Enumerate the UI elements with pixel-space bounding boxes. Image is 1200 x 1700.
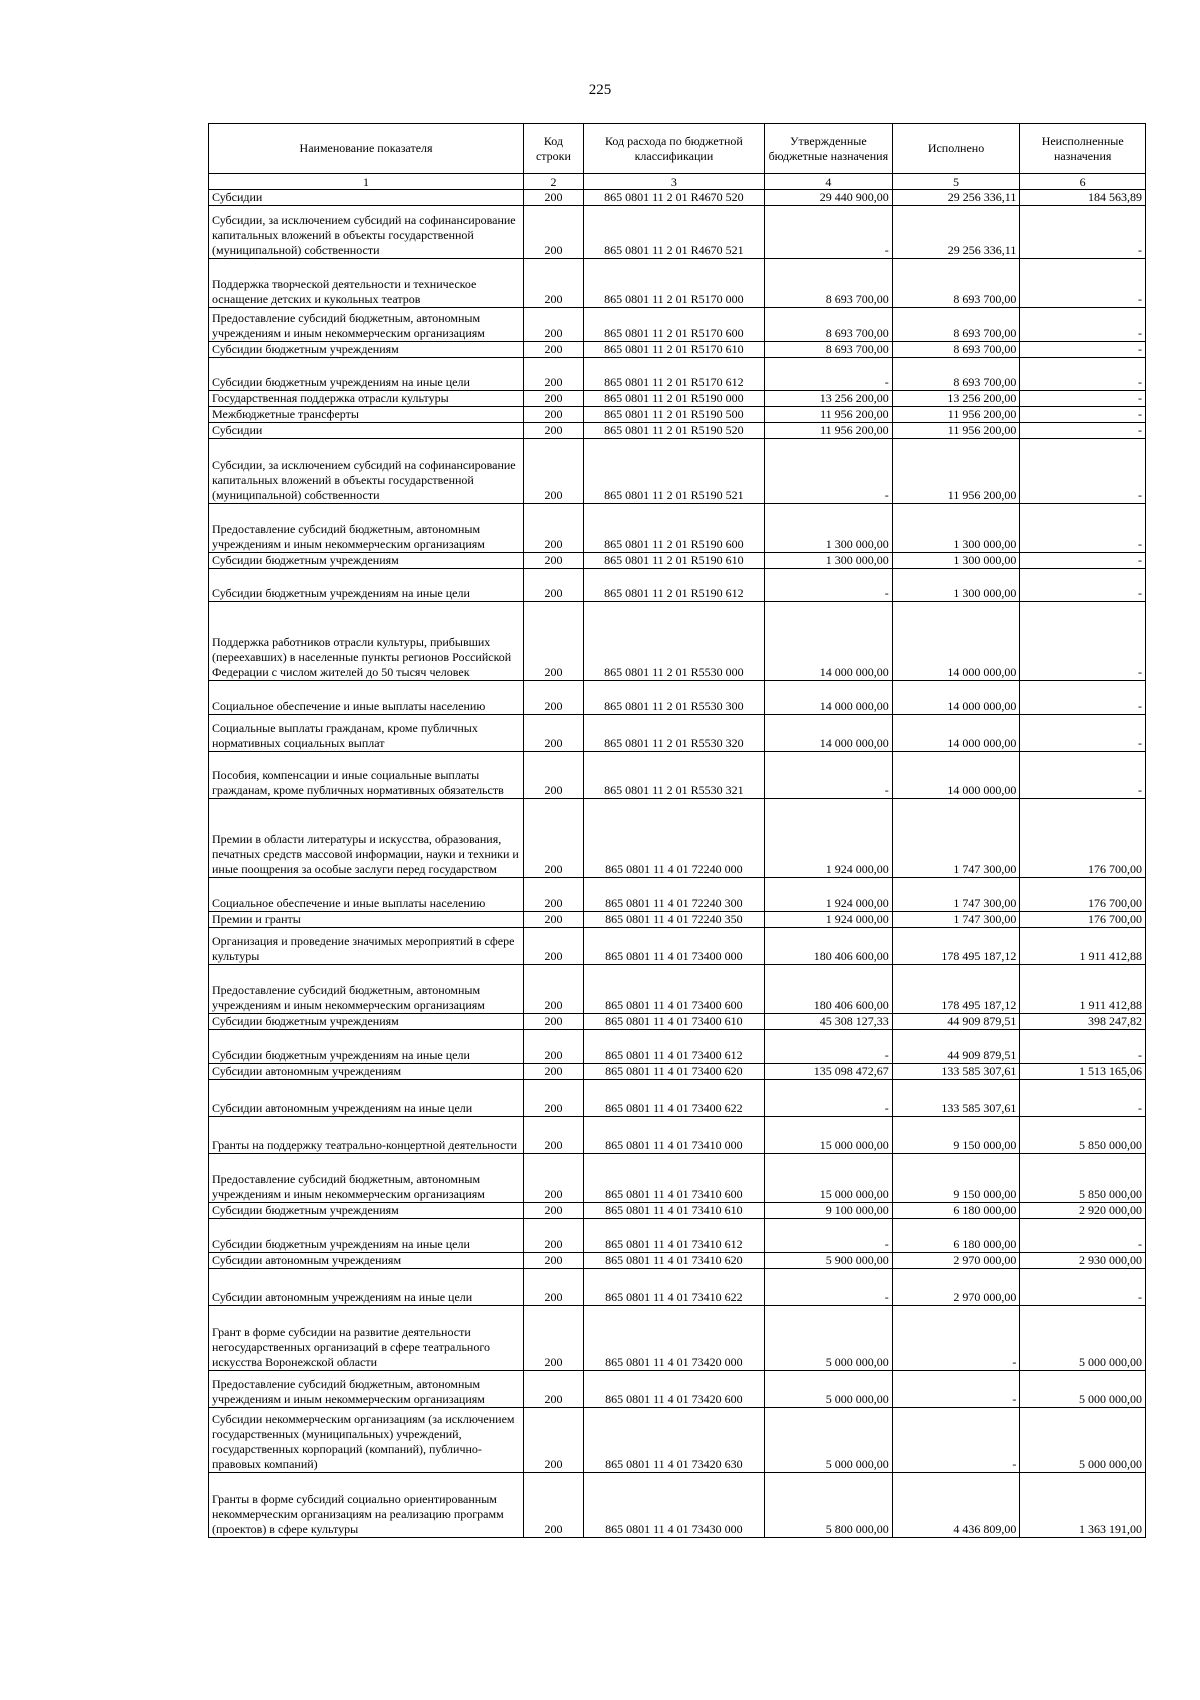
budget-code-cell: 865 0801 11 2 01 R5170 600 xyxy=(583,308,764,342)
header-budget-classification-code: Код расхода по бюджетной классификации xyxy=(583,124,764,174)
budget-code-cell: 865 0801 11 2 01 R5170 612 xyxy=(583,358,764,391)
executed-amount-cell: 29 256 336,11 xyxy=(892,206,1020,259)
approved-amount-cell: 1 924 000,00 xyxy=(765,878,893,912)
approved-amount-cell: - xyxy=(765,1219,893,1253)
header-row xyxy=(209,124,1146,174)
unexecuted-amount-cell: - xyxy=(1020,681,1146,715)
budget-code-cell: 865 0801 11 4 01 73400 000 xyxy=(583,928,764,965)
indicator-name-cell: Субсидии бюджетным учреждениям на иные цели xyxy=(209,1219,524,1253)
indicator-name-cell: Субсидии бюджетным учреждениям на иные цели xyxy=(209,358,524,391)
line-code-cell: 200 xyxy=(524,1064,584,1080)
indicator-name-cell: Пособия, компенсации и иные социальные выплаты гражданам, кроме публичных нормативных обязательств xyxy=(209,752,524,799)
line-code-cell: 200 xyxy=(524,681,584,715)
line-code-cell: 200 xyxy=(524,407,584,423)
indicator-name-cell: Гранты на поддержку театрально-концертной деятельности xyxy=(209,1117,524,1154)
approved-amount-cell: 45 308 127,33 xyxy=(765,1014,893,1030)
table-row xyxy=(209,1117,1146,1154)
table-row xyxy=(209,190,1146,206)
executed-amount-cell: 29 256 336,11 xyxy=(892,190,1020,206)
budget-code-cell: 865 0801 11 2 01 R5190 600 xyxy=(583,504,764,553)
budget-code-cell: 865 0801 11 2 01 R5190 000 xyxy=(583,391,764,407)
approved-amount-cell: 13 256 200,00 xyxy=(765,391,893,407)
budget-code-cell: 865 0801 11 4 01 73420 600 xyxy=(583,1371,764,1408)
indicator-name-cell: Субсидии бюджетным учреждениям xyxy=(209,1014,524,1030)
table-row xyxy=(209,308,1146,342)
indicator-name-cell: Субсидии бюджетным учреждениям на иные цели xyxy=(209,1030,524,1064)
approved-amount-cell: 8 693 700,00 xyxy=(765,308,893,342)
line-code-cell: 200 xyxy=(524,1203,584,1219)
budget-code-cell: 865 0801 11 2 01 R5170 000 xyxy=(583,259,764,308)
table-row xyxy=(209,752,1146,799)
line-code-cell: 200 xyxy=(524,965,584,1014)
line-code-cell: 200 xyxy=(524,439,584,504)
line-code-cell: 200 xyxy=(524,1030,584,1064)
approved-amount-cell: 14 000 000,00 xyxy=(765,715,893,752)
budget-code-cell: 865 0801 11 4 01 73430 000 xyxy=(583,1473,764,1538)
table-row xyxy=(209,1253,1146,1269)
executed-amount-cell: 8 693 700,00 xyxy=(892,259,1020,308)
indicator-name-cell: Предоставление субсидий бюджетным, автономным учреждениям и иным некоммерческим организациям xyxy=(209,308,524,342)
line-code-cell: 200 xyxy=(524,553,584,569)
line-code-cell: 200 xyxy=(524,1219,584,1253)
unexecuted-amount-cell: - xyxy=(1020,308,1146,342)
approved-amount-cell: - xyxy=(765,752,893,799)
unexecuted-amount-cell: 5 000 000,00 xyxy=(1020,1306,1146,1371)
indicator-name-cell: Субсидии бюджетным учреждениям на иные цели xyxy=(209,569,524,602)
executed-amount-cell: 6 180 000,00 xyxy=(892,1203,1020,1219)
indicator-name-cell: Межбюджетные трансферты xyxy=(209,407,524,423)
unexecuted-amount-cell: - xyxy=(1020,569,1146,602)
header-approved: Утвержденные бюджетные назначения xyxy=(765,124,893,174)
table-row xyxy=(209,423,1146,439)
line-code-cell: 200 xyxy=(524,1473,584,1538)
approved-amount-cell: - xyxy=(765,1269,893,1306)
line-code-cell: 200 xyxy=(524,1371,584,1408)
unexecuted-amount-cell: 1 363 191,00 xyxy=(1020,1473,1146,1538)
indicator-name-cell: Социальное обеспечение и иные выплаты населению xyxy=(209,878,524,912)
executed-amount-cell: 8 693 700,00 xyxy=(892,342,1020,358)
unexecuted-amount-cell: 5 000 000,00 xyxy=(1020,1408,1146,1473)
line-code-cell: 200 xyxy=(524,391,584,407)
header-executed: Исполнено xyxy=(892,124,1020,174)
budget-code-cell: 865 0801 11 4 01 73400 610 xyxy=(583,1014,764,1030)
executed-amount-cell: 2 970 000,00 xyxy=(892,1269,1020,1306)
indicator-name-cell: Субсидии, за исключением субсидий на софинансирование капитальных вложений в объекты государственной (муниципальной) собственности xyxy=(209,439,524,504)
executed-amount-cell: 1 747 300,00 xyxy=(892,878,1020,912)
unexecuted-amount-cell: 1 911 412,88 xyxy=(1020,928,1146,965)
indicator-name-cell: Субсидии бюджетным учреждениям xyxy=(209,553,524,569)
approved-amount-cell: - xyxy=(765,1030,893,1064)
executed-amount-cell: 8 693 700,00 xyxy=(892,308,1020,342)
approved-amount-cell: - xyxy=(765,358,893,391)
executed-amount-cell: 178 495 187,12 xyxy=(892,928,1020,965)
line-code-cell: 200 xyxy=(524,259,584,308)
executed-amount-cell: - xyxy=(892,1306,1020,1371)
executed-amount-cell: 44 909 879,51 xyxy=(892,1030,1020,1064)
table-row xyxy=(209,878,1146,912)
table-row xyxy=(209,206,1146,259)
unexecuted-amount-cell: - xyxy=(1020,504,1146,553)
line-code-cell: 200 xyxy=(524,308,584,342)
budget-code-cell: 865 0801 11 4 01 73400 612 xyxy=(583,1030,764,1064)
table-row xyxy=(209,1371,1146,1408)
table-row xyxy=(209,1064,1146,1080)
approved-amount-cell: - xyxy=(765,439,893,504)
budget-code-cell: 865 0801 11 4 01 73410 620 xyxy=(583,1253,764,1269)
unexecuted-amount-cell: 5 850 000,00 xyxy=(1020,1117,1146,1154)
column-number: 4 xyxy=(765,174,893,190)
table-row xyxy=(209,259,1146,308)
approved-amount-cell: 1 300 000,00 xyxy=(765,553,893,569)
budget-code-cell: 865 0801 11 2 01 R5170 610 xyxy=(583,342,764,358)
unexecuted-amount-cell: 184 563,89 xyxy=(1020,190,1146,206)
line-code-cell: 200 xyxy=(524,569,584,602)
line-code-cell: 200 xyxy=(524,1306,584,1371)
table-row xyxy=(209,1306,1146,1371)
budget-code-cell: 865 0801 11 4 01 73410 622 xyxy=(583,1269,764,1306)
unexecuted-amount-cell: 176 700,00 xyxy=(1020,878,1146,912)
line-code-cell: 200 xyxy=(524,1253,584,1269)
indicator-name-cell: Субсидии автономным учреждениям на иные цели xyxy=(209,1080,524,1117)
unexecuted-amount-cell: 5 000 000,00 xyxy=(1020,1371,1146,1408)
table-row xyxy=(209,912,1146,928)
table-row xyxy=(209,681,1146,715)
line-code-cell: 200 xyxy=(524,928,584,965)
line-code-cell: 200 xyxy=(524,1154,584,1203)
line-code-cell: 200 xyxy=(524,206,584,259)
budget-code-cell: 865 0801 11 4 01 73420 630 xyxy=(583,1408,764,1473)
header-line-code: Код строки xyxy=(524,124,584,174)
unexecuted-amount-cell: - xyxy=(1020,439,1146,504)
indicator-name-cell: Грант в форме субсидии на развитие деятельности негосударственных организаций в сфере театрального искусства Воронежской области xyxy=(209,1306,524,1371)
table-row xyxy=(209,1408,1146,1473)
indicator-name-cell: Премии и гранты xyxy=(209,912,524,928)
executed-amount-cell: 13 256 200,00 xyxy=(892,391,1020,407)
approved-amount-cell: 5 900 000,00 xyxy=(765,1253,893,1269)
header-unexecuted: Неисполненные назначения xyxy=(1020,124,1146,174)
indicator-name-cell: Предоставление субсидий бюджетным, автономным учреждениям и иным некоммерческим организациям xyxy=(209,504,524,553)
budget-code-cell: 865 0801 11 4 01 73400 620 xyxy=(583,1064,764,1080)
table-row xyxy=(209,569,1146,602)
line-code-cell: 200 xyxy=(524,715,584,752)
line-code-cell: 200 xyxy=(524,504,584,553)
indicator-name-cell: Предоставление субсидий бюджетным, автономным учреждениям и иным некоммерческим организациям xyxy=(209,1154,524,1203)
table-row xyxy=(209,715,1146,752)
executed-amount-cell: 1 300 000,00 xyxy=(892,569,1020,602)
indicator-name-cell: Поддержка творческой деятельности и техническое оснащение детских и кукольных театров xyxy=(209,259,524,308)
table-body xyxy=(209,190,1146,1538)
approved-amount-cell: 5 000 000,00 xyxy=(765,1371,893,1408)
approved-amount-cell: 5 800 000,00 xyxy=(765,1473,893,1538)
budget-code-cell: 865 0801 11 2 01 R5530 320 xyxy=(583,715,764,752)
approved-amount-cell: 1 924 000,00 xyxy=(765,912,893,928)
executed-amount-cell: 11 956 200,00 xyxy=(892,407,1020,423)
unexecuted-amount-cell: - xyxy=(1020,1219,1146,1253)
column-number: 1 xyxy=(209,174,524,190)
indicator-name-cell: Субсидии бюджетным учреждениям xyxy=(209,1203,524,1219)
approved-amount-cell: - xyxy=(765,1080,893,1117)
approved-amount-cell: 135 098 472,67 xyxy=(765,1064,893,1080)
budget-code-cell: 865 0801 11 2 01 R5530 300 xyxy=(583,681,764,715)
unexecuted-amount-cell: 176 700,00 xyxy=(1020,912,1146,928)
budget-code-cell: 865 0801 11 2 01 R5530 321 xyxy=(583,752,764,799)
table-row xyxy=(209,928,1146,965)
line-code-cell: 200 xyxy=(524,342,584,358)
approved-amount-cell: 15 000 000,00 xyxy=(765,1154,893,1203)
executed-amount-cell: 11 956 200,00 xyxy=(892,423,1020,439)
indicator-name-cell: Организация и проведение значимых мероприятий в сфере культуры xyxy=(209,928,524,965)
unexecuted-amount-cell: - xyxy=(1020,602,1146,681)
approved-amount-cell: 1 300 000,00 xyxy=(765,504,893,553)
indicator-name-cell: Социальное обеспечение и иные выплаты населению xyxy=(209,681,524,715)
unexecuted-amount-cell: - xyxy=(1020,1030,1146,1064)
budget-code-cell: 865 0801 11 2 01 R4670 520 xyxy=(583,190,764,206)
table-row xyxy=(209,1473,1146,1538)
line-code-cell: 200 xyxy=(524,423,584,439)
column-number: 3 xyxy=(583,174,764,190)
unexecuted-amount-cell: - xyxy=(1020,407,1146,423)
budget-code-cell: 865 0801 11 4 01 73410 000 xyxy=(583,1117,764,1154)
executed-amount-cell: 1 747 300,00 xyxy=(892,799,1020,878)
table-row xyxy=(209,358,1146,391)
line-code-cell: 200 xyxy=(524,1014,584,1030)
executed-amount-cell: 133 585 307,61 xyxy=(892,1080,1020,1117)
executed-amount-cell: 11 956 200,00 xyxy=(892,439,1020,504)
table-row xyxy=(209,553,1146,569)
line-code-cell: 200 xyxy=(524,602,584,681)
approved-amount-cell: 8 693 700,00 xyxy=(765,259,893,308)
unexecuted-amount-cell: - xyxy=(1020,752,1146,799)
table-row xyxy=(209,1269,1146,1306)
header-indicator-name: Наименование показателя xyxy=(209,124,524,174)
executed-amount-cell: 4 436 809,00 xyxy=(892,1473,1020,1538)
column-number: 2 xyxy=(524,174,584,190)
unexecuted-amount-cell: - xyxy=(1020,1269,1146,1306)
budget-code-cell: 865 0801 11 4 01 73420 000 xyxy=(583,1306,764,1371)
budget-code-cell: 865 0801 11 2 01 R4670 521 xyxy=(583,206,764,259)
line-code-cell: 200 xyxy=(524,912,584,928)
unexecuted-amount-cell: - xyxy=(1020,391,1146,407)
approved-amount-cell: 8 693 700,00 xyxy=(765,342,893,358)
executed-amount-cell: 133 585 307,61 xyxy=(892,1064,1020,1080)
budget-code-cell: 865 0801 11 4 01 72240 350 xyxy=(583,912,764,928)
executed-amount-cell: 44 909 879,51 xyxy=(892,1014,1020,1030)
executed-amount-cell: 14 000 000,00 xyxy=(892,715,1020,752)
approved-amount-cell: - xyxy=(765,569,893,602)
budget-code-cell: 865 0801 11 2 01 R5190 521 xyxy=(583,439,764,504)
executed-amount-cell: 14 000 000,00 xyxy=(892,602,1020,681)
line-code-cell: 200 xyxy=(524,190,584,206)
table-row xyxy=(209,602,1146,681)
unexecuted-amount-cell: - xyxy=(1020,206,1146,259)
executed-amount-cell: 14 000 000,00 xyxy=(892,681,1020,715)
budget-code-cell: 865 0801 11 4 01 73410 612 xyxy=(583,1219,764,1253)
budget-code-cell: 865 0801 11 4 01 73410 600 xyxy=(583,1154,764,1203)
line-code-cell: 200 xyxy=(524,1117,584,1154)
executed-amount-cell: 178 495 187,12 xyxy=(892,965,1020,1014)
approved-amount-cell: 5 000 000,00 xyxy=(765,1306,893,1371)
approved-amount-cell: 9 100 000,00 xyxy=(765,1203,893,1219)
budget-execution-table xyxy=(208,123,1146,1538)
approved-amount-cell: 29 440 900,00 xyxy=(765,190,893,206)
column-number-row xyxy=(209,174,1146,190)
executed-amount-cell: 9 150 000,00 xyxy=(892,1154,1020,1203)
budget-code-cell: 865 0801 11 4 01 72240 300 xyxy=(583,878,764,912)
table-row xyxy=(209,1080,1146,1117)
executed-amount-cell: 1 747 300,00 xyxy=(892,912,1020,928)
budget-code-cell: 865 0801 11 4 01 73410 610 xyxy=(583,1203,764,1219)
unexecuted-amount-cell: 2 930 000,00 xyxy=(1020,1253,1146,1269)
unexecuted-amount-cell: - xyxy=(1020,423,1146,439)
approved-amount-cell: 11 956 200,00 xyxy=(765,407,893,423)
approved-amount-cell: 11 956 200,00 xyxy=(765,423,893,439)
table-row xyxy=(209,439,1146,504)
line-code-cell: 200 xyxy=(524,752,584,799)
indicator-name-cell: Субсидии бюджетным учреждениям xyxy=(209,342,524,358)
unexecuted-amount-cell: - xyxy=(1020,259,1146,308)
indicator-name-cell: Государственная поддержка отрасли культуры xyxy=(209,391,524,407)
line-code-cell: 200 xyxy=(524,358,584,391)
executed-amount-cell: 1 300 000,00 xyxy=(892,504,1020,553)
table-row xyxy=(209,1219,1146,1253)
approved-amount-cell: 180 406 600,00 xyxy=(765,965,893,1014)
column-number: 5 xyxy=(892,174,1020,190)
indicator-name-cell: Гранты в форме субсидий социально ориентированным некоммерческим организациям на реализацию программ (проектов) в сфере культуры xyxy=(209,1473,524,1538)
unexecuted-amount-cell: 5 850 000,00 xyxy=(1020,1154,1146,1203)
indicator-name-cell: Субсидии автономным учреждениям на иные цели xyxy=(209,1269,524,1306)
table-row xyxy=(209,965,1146,1014)
unexecuted-amount-cell: 1 513 165,06 xyxy=(1020,1064,1146,1080)
page-number: 225 xyxy=(588,82,612,98)
budget-code-cell: 865 0801 11 2 01 R5190 520 xyxy=(583,423,764,439)
indicator-name-cell: Субсидии автономным учреждениям xyxy=(209,1064,524,1080)
column-number: 6 xyxy=(1020,174,1146,190)
unexecuted-amount-cell: - xyxy=(1020,1080,1146,1117)
table-row xyxy=(209,342,1146,358)
executed-amount-cell: 9 150 000,00 xyxy=(892,1117,1020,1154)
approved-amount-cell: - xyxy=(765,206,893,259)
indicator-name-cell: Субсидии, за исключением субсидий на софинансирование капитальных вложений в объекты государственной (муниципальной) собственности xyxy=(209,206,524,259)
executed-amount-cell: - xyxy=(892,1408,1020,1473)
indicator-name-cell: Предоставление субсидий бюджетным, автономным учреждениям и иным некоммерческим организациям xyxy=(209,965,524,1014)
line-code-cell: 200 xyxy=(524,878,584,912)
unexecuted-amount-cell: 176 700,00 xyxy=(1020,799,1146,878)
line-code-cell: 200 xyxy=(524,1408,584,1473)
executed-amount-cell: 14 000 000,00 xyxy=(892,752,1020,799)
executed-amount-cell: 8 693 700,00 xyxy=(892,358,1020,391)
table-row xyxy=(209,1014,1146,1030)
approved-amount-cell: 5 000 000,00 xyxy=(765,1408,893,1473)
approved-amount-cell: 15 000 000,00 xyxy=(765,1117,893,1154)
table-row xyxy=(209,504,1146,553)
budget-code-cell: 865 0801 11 4 01 73400 600 xyxy=(583,965,764,1014)
table-row xyxy=(209,799,1146,878)
budget-code-cell: 865 0801 11 2 01 R5530 000 xyxy=(583,602,764,681)
approved-amount-cell: 14 000 000,00 xyxy=(765,681,893,715)
unexecuted-amount-cell: - xyxy=(1020,358,1146,391)
unexecuted-amount-cell: - xyxy=(1020,553,1146,569)
indicator-name-cell: Субсидии xyxy=(209,423,524,439)
line-code-cell: 200 xyxy=(524,1269,584,1306)
executed-amount-cell: 6 180 000,00 xyxy=(892,1219,1020,1253)
indicator-name-cell: Субсидии некоммерческим организациям (за исключением государственных (муниципальных) учреждений, государственных корпораций (компаний), публично-правовых компаний) xyxy=(209,1408,524,1473)
approved-amount-cell: 180 406 600,00 xyxy=(765,928,893,965)
unexecuted-amount-cell: 2 920 000,00 xyxy=(1020,1203,1146,1219)
indicator-name-cell: Предоставление субсидий бюджетным, автономным учреждениям и иным некоммерческим организациям xyxy=(209,1371,524,1408)
indicator-name-cell: Субсидии xyxy=(209,190,524,206)
table-row xyxy=(209,391,1146,407)
table-row xyxy=(209,1203,1146,1219)
budget-code-cell: 865 0801 11 2 01 R5190 612 xyxy=(583,569,764,602)
budget-code-cell: 865 0801 11 2 01 R5190 610 xyxy=(583,553,764,569)
budget-code-cell: 865 0801 11 2 01 R5190 500 xyxy=(583,407,764,423)
indicator-name-cell: Субсидии автономным учреждениям xyxy=(209,1253,524,1269)
line-code-cell: 200 xyxy=(524,1080,584,1117)
indicator-name-cell: Социальные выплаты гражданам, кроме публичных нормативных социальных выплат xyxy=(209,715,524,752)
budget-code-cell: 865 0801 11 4 01 73400 622 xyxy=(583,1080,764,1117)
table-row xyxy=(209,407,1146,423)
unexecuted-amount-cell: - xyxy=(1020,342,1146,358)
executed-amount-cell: 1 300 000,00 xyxy=(892,553,1020,569)
table-row xyxy=(209,1030,1146,1064)
approved-amount-cell: 1 924 000,00 xyxy=(765,799,893,878)
approved-amount-cell: 14 000 000,00 xyxy=(765,602,893,681)
unexecuted-amount-cell: 1 911 412,88 xyxy=(1020,965,1146,1014)
table-row xyxy=(209,1154,1146,1203)
unexecuted-amount-cell: 398 247,82 xyxy=(1020,1014,1146,1030)
budget-code-cell: 865 0801 11 4 01 72240 000 xyxy=(583,799,764,878)
indicator-name-cell: Премии в области литературы и искусства, образования, печатных средств массовой информации, науки и техники и иные поощрения за особые заслуги перед государством xyxy=(209,799,524,878)
executed-amount-cell: 2 970 000,00 xyxy=(892,1253,1020,1269)
executed-amount-cell: - xyxy=(892,1371,1020,1408)
unexecuted-amount-cell: - xyxy=(1020,715,1146,752)
line-code-cell: 200 xyxy=(524,799,584,878)
indicator-name-cell: Поддержка работников отрасли культуры, прибывших (переехавших) в населенные пункты регионов Российской Федерации с числом жителей до 50 тысяч человек xyxy=(209,602,524,681)
